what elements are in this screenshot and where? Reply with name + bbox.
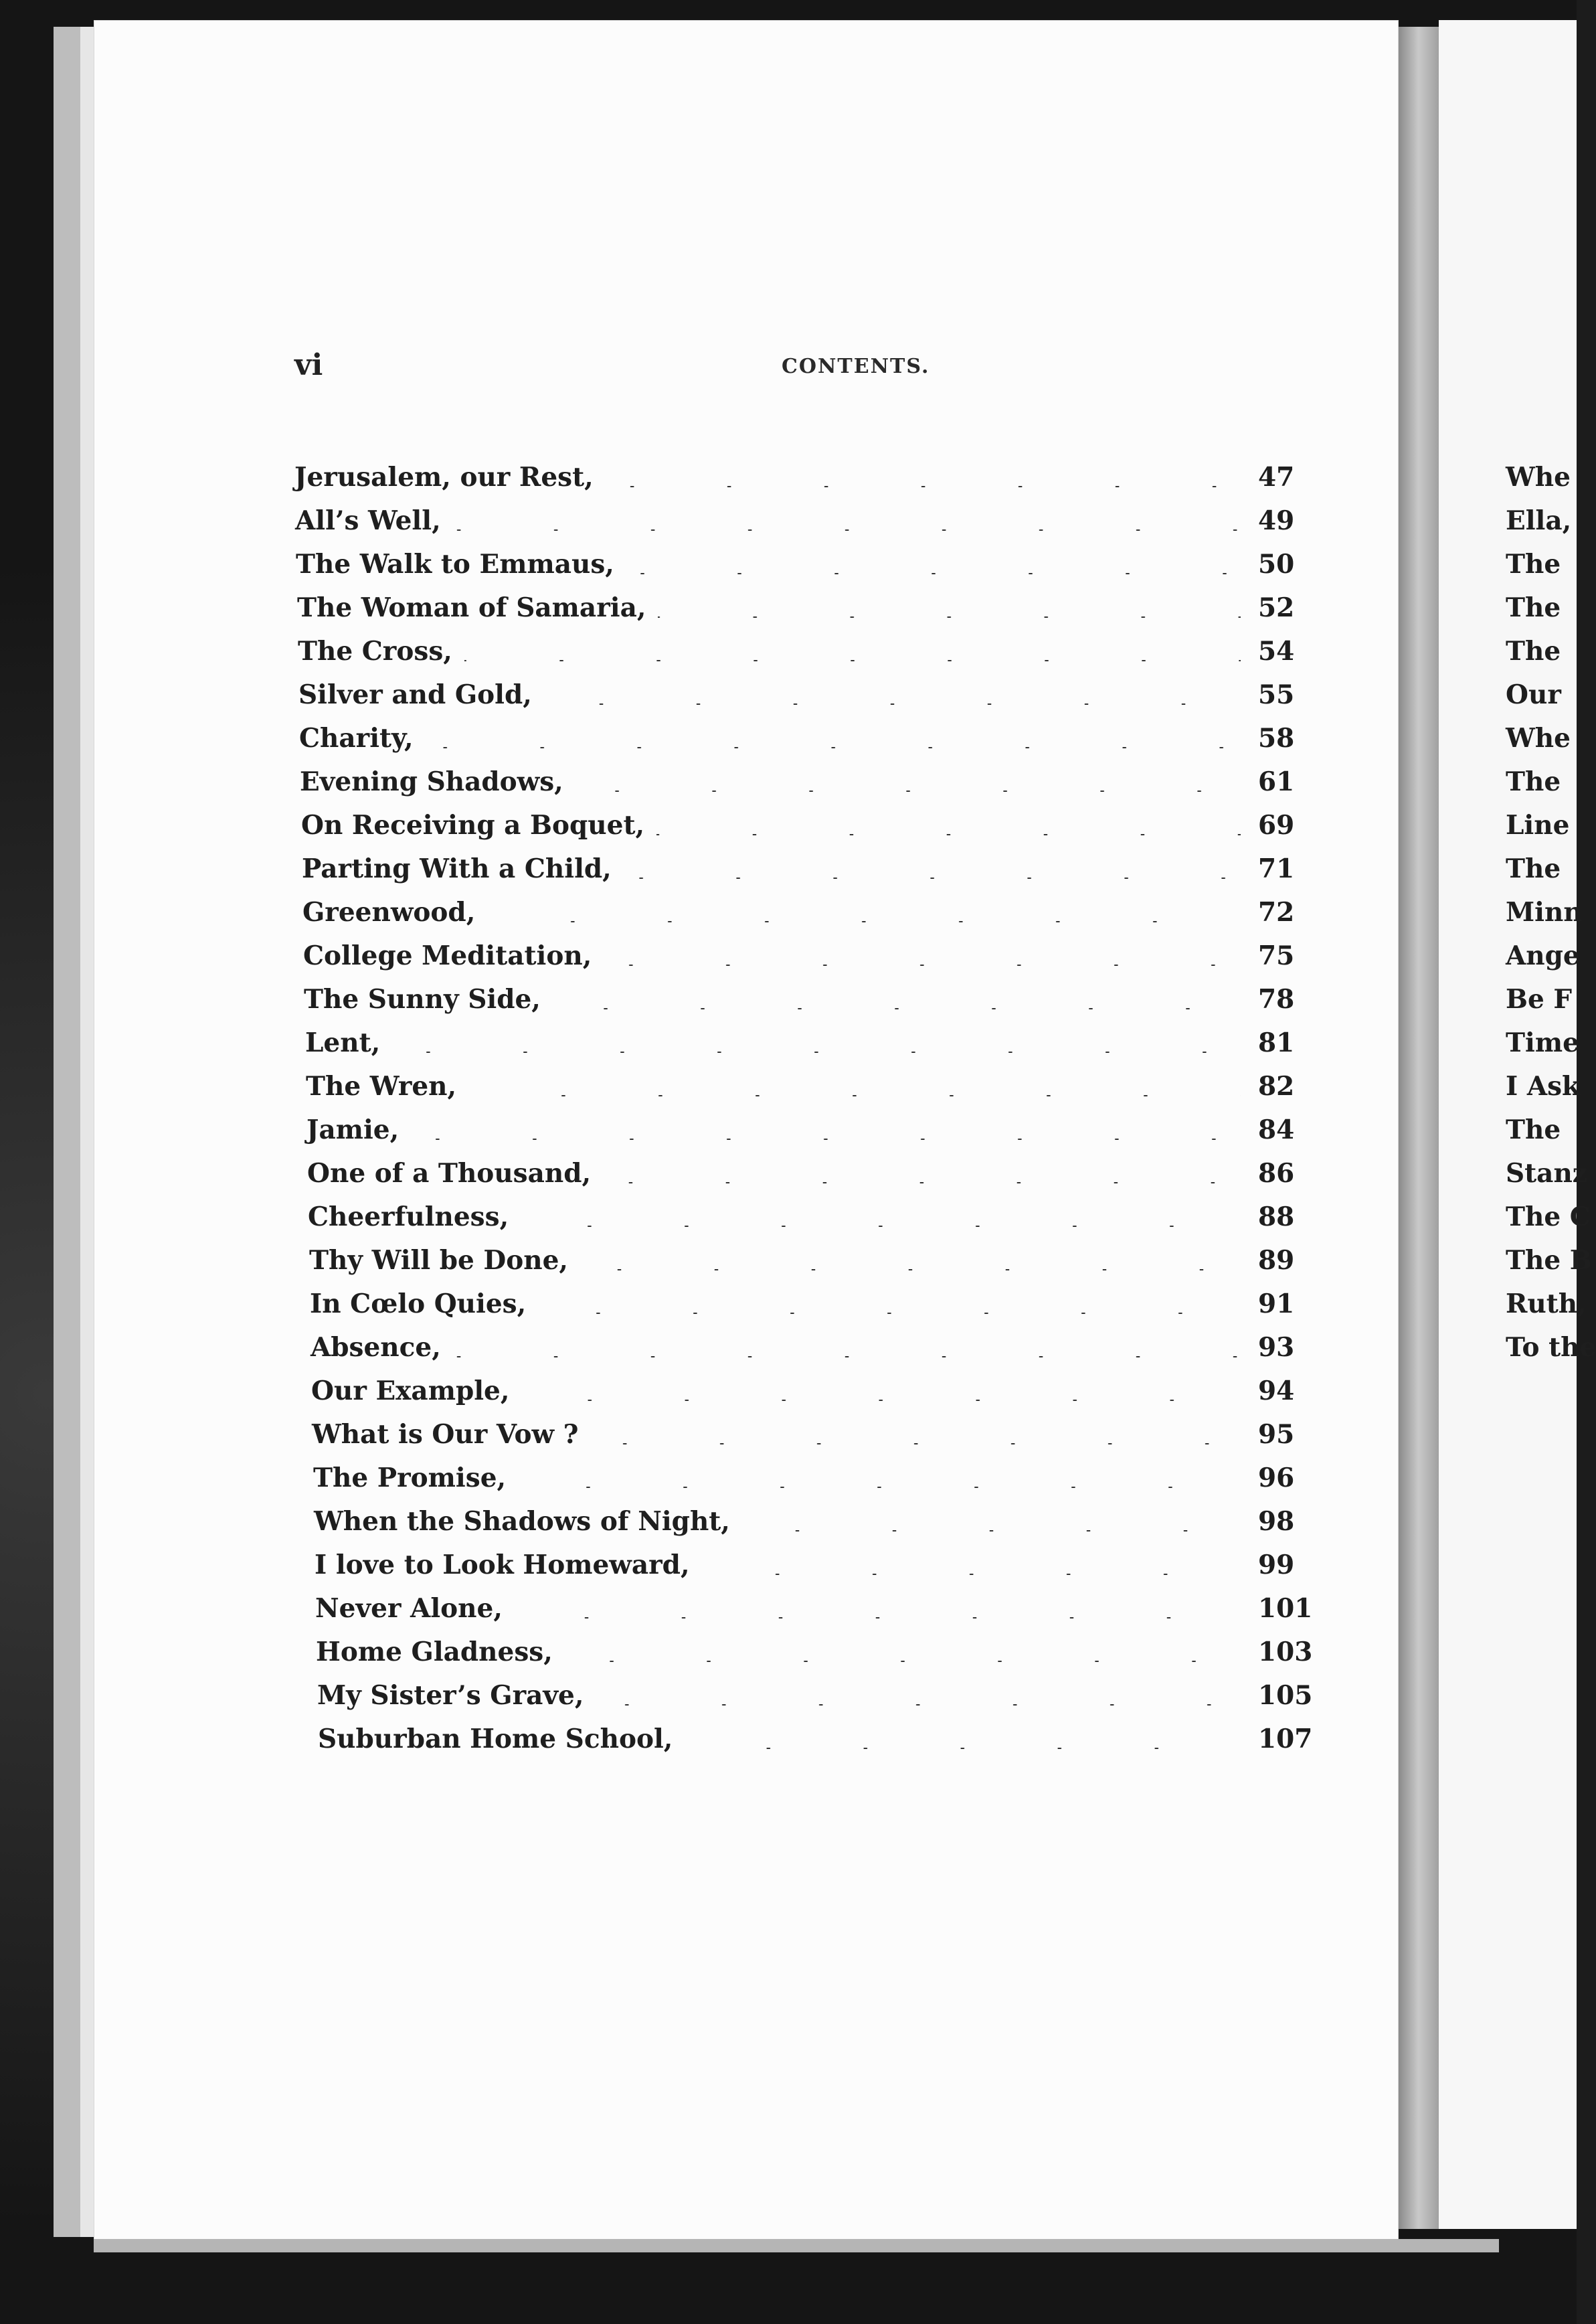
- toc-entry: [294, 1158, 1338, 1201]
- page-number: vi: [294, 348, 323, 382]
- dot-leader: [591, 1443, 1241, 1444]
- toc-entry-page: 54: [1241, 636, 1338, 667]
- running-head: CONTENTS.: [782, 355, 930, 378]
- toc-entry: [294, 766, 1338, 810]
- toc-entry-page: 88: [1241, 1201, 1338, 1232]
- toc-entry-page: 72: [1241, 897, 1338, 928]
- toc-entry-page: 58: [1241, 723, 1338, 754]
- dot-leader: [426, 747, 1241, 748]
- book-gutter: [1399, 27, 1439, 2229]
- dot-leader: [702, 1574, 1241, 1575]
- toc-entry: [294, 1506, 1338, 1550]
- toc-entry-page: 93: [1241, 1332, 1338, 1363]
- toc-entry-page: 52: [1241, 592, 1338, 623]
- toc-entry-page: 95: [1241, 1419, 1338, 1450]
- toc-entry: [294, 549, 1338, 592]
- toc-entry: [294, 940, 1338, 984]
- toc-entry-page: 84: [1241, 1114, 1338, 1145]
- toc-entry: [294, 1724, 1338, 1767]
- dot-leader: [464, 660, 1241, 661]
- toc-entry: [294, 1071, 1338, 1114]
- toc-entry-title: Thy Will be Done,: [309, 1245, 580, 1276]
- dot-leader: [518, 1487, 1241, 1488]
- toc-entry-title: I love to Look Homeward,: [315, 1550, 702, 1580]
- right-page-entry: Whe: [1506, 462, 1571, 493]
- right-page-entry: The: [1506, 549, 1561, 580]
- right-page-entry: Ange: [1506, 940, 1580, 971]
- toc-entry: [294, 679, 1338, 723]
- right-page-entry: Be F: [1506, 984, 1573, 1015]
- toc-entry-page: 107: [1241, 1724, 1338, 1754]
- toc-entry: [294, 984, 1338, 1027]
- toc-entry-title: All’s Well,: [295, 505, 453, 536]
- toc-entry-title: Charity,: [299, 723, 426, 754]
- dot-leader: [521, 1226, 1241, 1227]
- dot-leader: [685, 1748, 1241, 1749]
- right-page-entry: Line: [1506, 810, 1570, 841]
- toc-entry-title: Greenwood,: [302, 897, 487, 928]
- toc-entry-page: 89: [1241, 1245, 1338, 1276]
- right-page-entry: The: [1506, 592, 1561, 623]
- toc-entry: [294, 810, 1338, 853]
- toc-entry: [294, 1027, 1338, 1071]
- toc-entry: [294, 853, 1338, 897]
- toc-entry-title: Jamie,: [306, 1114, 411, 1145]
- dot-leader: [624, 878, 1241, 879]
- toc-entry: [294, 592, 1338, 636]
- book-edge: [54, 27, 80, 2237]
- toc-entry-page: 78: [1241, 984, 1338, 1015]
- toc-entry-title: Our Example,: [311, 1376, 521, 1406]
- toc-entry-title: The Cross,: [298, 636, 464, 667]
- dot-leader: [468, 1095, 1241, 1096]
- toc-entry-page: 82: [1241, 1071, 1338, 1102]
- dot-leader: [544, 703, 1241, 705]
- dot-leader: [580, 1269, 1241, 1270]
- dot-leader: [606, 486, 1241, 487]
- toc-entry-title: Home Gladness,: [316, 1637, 565, 1667]
- right-page-entry: Ruth,: [1506, 1289, 1587, 1319]
- toc-entry: [294, 897, 1338, 940]
- dot-leader: [453, 529, 1241, 531]
- toc-entry-title: The Woman of Samaria,: [297, 592, 658, 623]
- toc-entry-title: Parting With a Child,: [302, 853, 624, 884]
- toc-entry: [294, 1637, 1338, 1680]
- dot-leader: [742, 1530, 1241, 1531]
- toc-entry-page: 61: [1241, 766, 1338, 797]
- toc-entry-title: Never Alone,: [315, 1593, 515, 1624]
- toc-entry-title: College Meditation,: [303, 940, 604, 971]
- toc-entry-title: The Walk to Emmaus,: [296, 549, 626, 580]
- toc-entry-title: Absence,: [311, 1332, 453, 1363]
- toc-entry-page: 99: [1241, 1550, 1338, 1580]
- toc-entry-page: 91: [1241, 1289, 1338, 1319]
- toc-entry: [294, 1289, 1338, 1332]
- toc-entry-title: The Wren,: [306, 1071, 468, 1102]
- toc-entry: [294, 1114, 1338, 1158]
- right-page-entry: The: [1506, 1114, 1561, 1145]
- right-page-entry: The: [1506, 853, 1561, 884]
- dot-leader: [658, 616, 1241, 618]
- toc-entry: [294, 1419, 1338, 1463]
- toc-entry-title: On Receiving a Boquet,: [301, 810, 656, 841]
- toc-entry-title: My Sister’s Grave,: [317, 1680, 596, 1711]
- dot-leader: [392, 1052, 1241, 1053]
- dot-leader: [575, 791, 1241, 792]
- dot-leader: [411, 1139, 1241, 1140]
- toc-entry-title: The Sunny Side,: [304, 984, 553, 1015]
- toc-entry-page: 50: [1241, 549, 1338, 580]
- toc-entry-title: What is Our Vow ?: [312, 1419, 591, 1450]
- toc-entry-page: 81: [1241, 1027, 1338, 1058]
- toc-entry: [294, 1593, 1338, 1637]
- toc-entry: [294, 1463, 1338, 1506]
- toc-entry-title: When the Shadows of Night,: [314, 1506, 742, 1537]
- dot-leader: [603, 1182, 1241, 1183]
- toc-entry-title: One of a Thousand,: [307, 1158, 603, 1189]
- contents-list: [294, 462, 1338, 1767]
- toc-entry-page: 47: [1241, 462, 1338, 493]
- dot-leader: [565, 1661, 1241, 1662]
- right-page-entry: The C: [1506, 1201, 1591, 1232]
- toc-entry: [294, 1680, 1338, 1724]
- toc-entry-title: Lent,: [305, 1027, 392, 1058]
- toc-entry: [294, 636, 1338, 679]
- toc-entry-page: 101: [1241, 1593, 1338, 1624]
- right-page-entry: Minn: [1506, 897, 1583, 928]
- toc-entry-page: 69: [1241, 810, 1338, 841]
- toc-entry: [294, 1550, 1338, 1593]
- toc-entry-page: 98: [1241, 1506, 1338, 1537]
- toc-entry-page: 86: [1241, 1158, 1338, 1189]
- toc-entry-page: 105: [1241, 1680, 1338, 1711]
- right-page-entry: To the: [1506, 1332, 1596, 1363]
- toc-entry: [294, 723, 1338, 766]
- toc-entry-title: Suburban Home School,: [318, 1724, 685, 1754]
- toc-entry-page: 55: [1241, 679, 1338, 710]
- right-page-entry: The: [1506, 766, 1561, 797]
- dot-leader: [596, 1704, 1241, 1706]
- toc-entry-page: 49: [1241, 505, 1338, 536]
- toc-entry-page: 96: [1241, 1463, 1338, 1493]
- page-bottom-edge: [94, 2239, 1499, 2252]
- dot-leader: [626, 573, 1241, 574]
- right-page-entry: Stanz: [1506, 1158, 1587, 1189]
- toc-entry: [294, 1376, 1338, 1419]
- toc-entry-page: 94: [1241, 1376, 1338, 1406]
- right-page-entry: I Ask: [1506, 1071, 1581, 1102]
- right-page-entry: Our: [1506, 679, 1561, 710]
- toc-entry: [294, 1332, 1338, 1376]
- dot-leader: [487, 921, 1241, 922]
- dot-leader: [521, 1400, 1241, 1401]
- dot-leader: [453, 1356, 1241, 1357]
- toc-entry-title: The Promise,: [313, 1463, 518, 1493]
- toc-entry-page: 103: [1241, 1637, 1338, 1667]
- right-page-entry: The: [1506, 636, 1561, 667]
- dot-leader: [515, 1617, 1241, 1618]
- dot-leader: [656, 834, 1241, 835]
- toc-entry-title: In Cœlo Quies,: [310, 1289, 538, 1319]
- right-page-entry: The B: [1506, 1245, 1592, 1276]
- dot-leader: [553, 1008, 1241, 1009]
- dot-leader: [604, 965, 1241, 966]
- toc-entry-title: Evening Shadows,: [300, 766, 575, 797]
- toc-entry: [294, 462, 1338, 505]
- toc-entry: [294, 505, 1338, 549]
- dot-leader: [538, 1313, 1241, 1314]
- right-page-entry: Whe: [1506, 723, 1571, 754]
- toc-entry: [294, 1245, 1338, 1289]
- toc-entry-page: 75: [1241, 940, 1338, 971]
- right-page-contents-fragment: [1506, 462, 1596, 1376]
- toc-entry: [294, 1201, 1338, 1245]
- right-page-entry: Ella,: [1506, 505, 1572, 536]
- right-page-entry: Time: [1506, 1027, 1579, 1058]
- toc-entry-page: 71: [1241, 853, 1338, 884]
- toc-entry-title: Cheerfulness,: [308, 1201, 521, 1232]
- toc-entry-title: Jerusalem, our Rest,: [294, 462, 606, 493]
- toc-entry-title: Silver and Gold,: [298, 679, 544, 710]
